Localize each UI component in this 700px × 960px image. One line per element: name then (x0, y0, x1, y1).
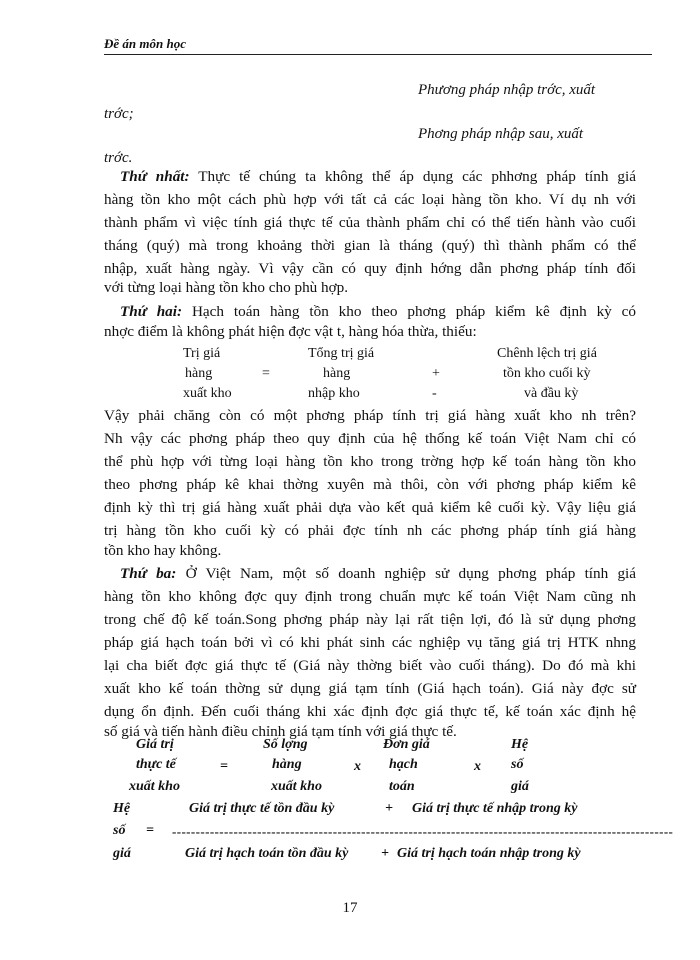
para1-line4: tháng (quý) mà trong khoảng thời gian là tháng (quý) thì thành phẩm có thể (104, 237, 636, 254)
f2-c4-r2: số (511, 757, 524, 772)
para2-line9: tồn kho hay không. (104, 542, 222, 559)
para2-line6: theo phơng pháp kê khai thờng xuyên mà thôi, còn với phơng pháp kiểm kê (104, 476, 636, 493)
f2-c4-r1: Hệ (511, 737, 529, 752)
f2-times-1: x (354, 759, 361, 774)
para1-line1 (120, 167, 636, 187)
f2-c2-r1: Số lợng (263, 737, 308, 752)
f2-c4-r3: giá (511, 779, 529, 794)
f2-times-2: x (474, 759, 481, 774)
f1-c3-r1: Chênh lệch trị giá (497, 346, 597, 361)
f1-plus: + (432, 366, 440, 381)
f2-c3-r1: Đơn giá (383, 737, 430, 752)
para2-line5: thể phù hợp với từng loại hàng tồn kho trong trờng hợp kế toán hàng tồn kho (104, 453, 636, 470)
f1-c2-r3: nhập kho (308, 386, 360, 401)
para3-label: Thứ ba: (120, 565, 177, 582)
method-fifo: Phương pháp nhập trớc, xuất (418, 82, 596, 98)
page-number: 17 (342, 900, 358, 916)
para1-text1: Thực tế chúng ta không thể áp dụng các phhơng pháp tính giá (198, 168, 636, 185)
f3-numerator-plus: + (385, 801, 393, 816)
para2-line1 (120, 302, 636, 322)
para1-label: Thứ nhất: (120, 168, 190, 185)
header-rule (104, 54, 652, 55)
f1-c3-r2: tồn kho cuối kỳ (503, 366, 591, 381)
para1-line5: nhập, xuất hàng ngày. Vì vậy cần có quy định hớng dẫn phơng pháp tính đối (104, 260, 636, 277)
para3-text1: Ở Việt Nam, một số doanh nghiệp sử dụng phơng pháp tính giá (185, 565, 636, 582)
method-lifo-cont: trớc. (104, 150, 133, 166)
f3-numerator-b: Giá trị thực tế nhập trong kỳ (412, 801, 578, 816)
para3-line6: xuất kho kế toán thờng sử dụng giá tạm tính (Giá hạch toán). Giá này đợc sử (104, 680, 636, 697)
para3-line2: hàng tồn kho không đợc quy định trong chuẩn mực kế toán Việt Nam cũng nh (104, 588, 636, 605)
f3-denominator-b: Giá trị hạch toán nhập trong kỳ (397, 846, 581, 861)
f1-equals: = (262, 366, 270, 381)
para2-label: Thứ hai: (120, 303, 183, 320)
f2-c2-r2: hàng (272, 757, 302, 772)
para2-line3: Vậy phải chăng còn có một phơng pháp tính trị giá hàng xuất kho nh trên? (104, 407, 636, 424)
para2-text1: Hạch toán hàng tồn kho theo phơng pháp kiểm kê định kỳ có (191, 303, 636, 320)
para3-line1 (120, 564, 636, 584)
method-lifo: Phơng pháp nhập sau, xuất (418, 126, 584, 142)
para3-line3: trong chế độ kế toán.Song phơng pháp này lại rất tiện lợi, đó là sử dụng phơng (104, 611, 636, 628)
f1-c1-r1: Trị giá (183, 346, 221, 361)
f2-c1-r2: thực tế (136, 757, 176, 772)
f3-left-r3: giá (113, 846, 131, 861)
f2-c2-r3: xuất kho (271, 779, 322, 794)
f2-c1-r3: xuất kho (129, 779, 180, 794)
f1-c1-r3: xuất kho (183, 386, 232, 401)
f2-c3-r2: hạch (389, 757, 418, 772)
f1-minus: - (432, 386, 437, 401)
para1-line2: hàng tồn kho một cách phù hợp với tất cả các loại hàng tồn kho. Ví dụ nh với (104, 191, 636, 208)
para3-line7: dụng ổn định. Đến cuối tháng khi xác định đợc giá thực tế, kế toán xác định hệ (104, 703, 636, 720)
para3-line5: lại cha biết đợc giá thực tế (Giá này thờng biết vào cuối tháng). Do đó mà khi (104, 657, 636, 674)
f2-c3-r3: toán (389, 779, 415, 794)
para3-line4: pháp giá hạch toán bởi vì có khi phát sinh các nghiệp vụ tăng giá trị HTK nhng (104, 634, 636, 651)
f1-c2-r1: Tổng trị giá (308, 346, 375, 361)
f2-equals: = (220, 759, 228, 774)
f1-c3-r3: và đầu kỳ (524, 386, 579, 401)
f1-c2-r2: hàng (323, 366, 351, 381)
f3-fraction-line: ---------------------------------------------------------------------------------------------------------- (172, 824, 674, 839)
f3-left-r2: số (113, 823, 126, 838)
para1-line6: với từng loại hàng tồn kho cho phù hợp. (104, 279, 349, 296)
para1-line3: thành phẩm vì việc tính giá thực tế của thành phẩm chỉ có thể tiến hành vào cuối (104, 214, 636, 231)
f1-c1-r2: hàng (185, 366, 213, 381)
f3-equals: = (146, 823, 154, 838)
f3-denominator-a: Giá trị hạch toán tồn đầu kỳ (185, 846, 349, 861)
f3-denominator-plus: + (381, 846, 389, 861)
method-fifo-cont: trớc; (104, 106, 134, 122)
para3-line8: số giá và tiến hành điều chỉnh giá tạm tính với giá thực tế. (104, 723, 457, 740)
page-header: Đề án môn học (104, 36, 186, 51)
f3-left-r1: Hệ (113, 801, 131, 816)
f3-numerator-a: Giá trị thực tế tồn đầu kỳ (189, 801, 335, 816)
para2-line8: trị hàng tồn kho cuối kỳ có phải đợc tính nh các phơng pháp tính giá hàng (104, 522, 636, 539)
para2-line4: Nh vậy các phơng pháp theo quy định của hệ thống kế toán Việt Nam chỉ có (104, 430, 636, 447)
f2-c1-r1: Giá trị (136, 737, 174, 752)
para2-line2: nhợc điểm là không phát hiện đợc vật t, hàng hóa thừa, thiếu: (104, 323, 477, 340)
para2-line7: định kỳ thì trị giá hàng xuất phải dựa vào kết quả kiểm kê cuối kỳ. Vậy liệu giá (104, 499, 636, 516)
